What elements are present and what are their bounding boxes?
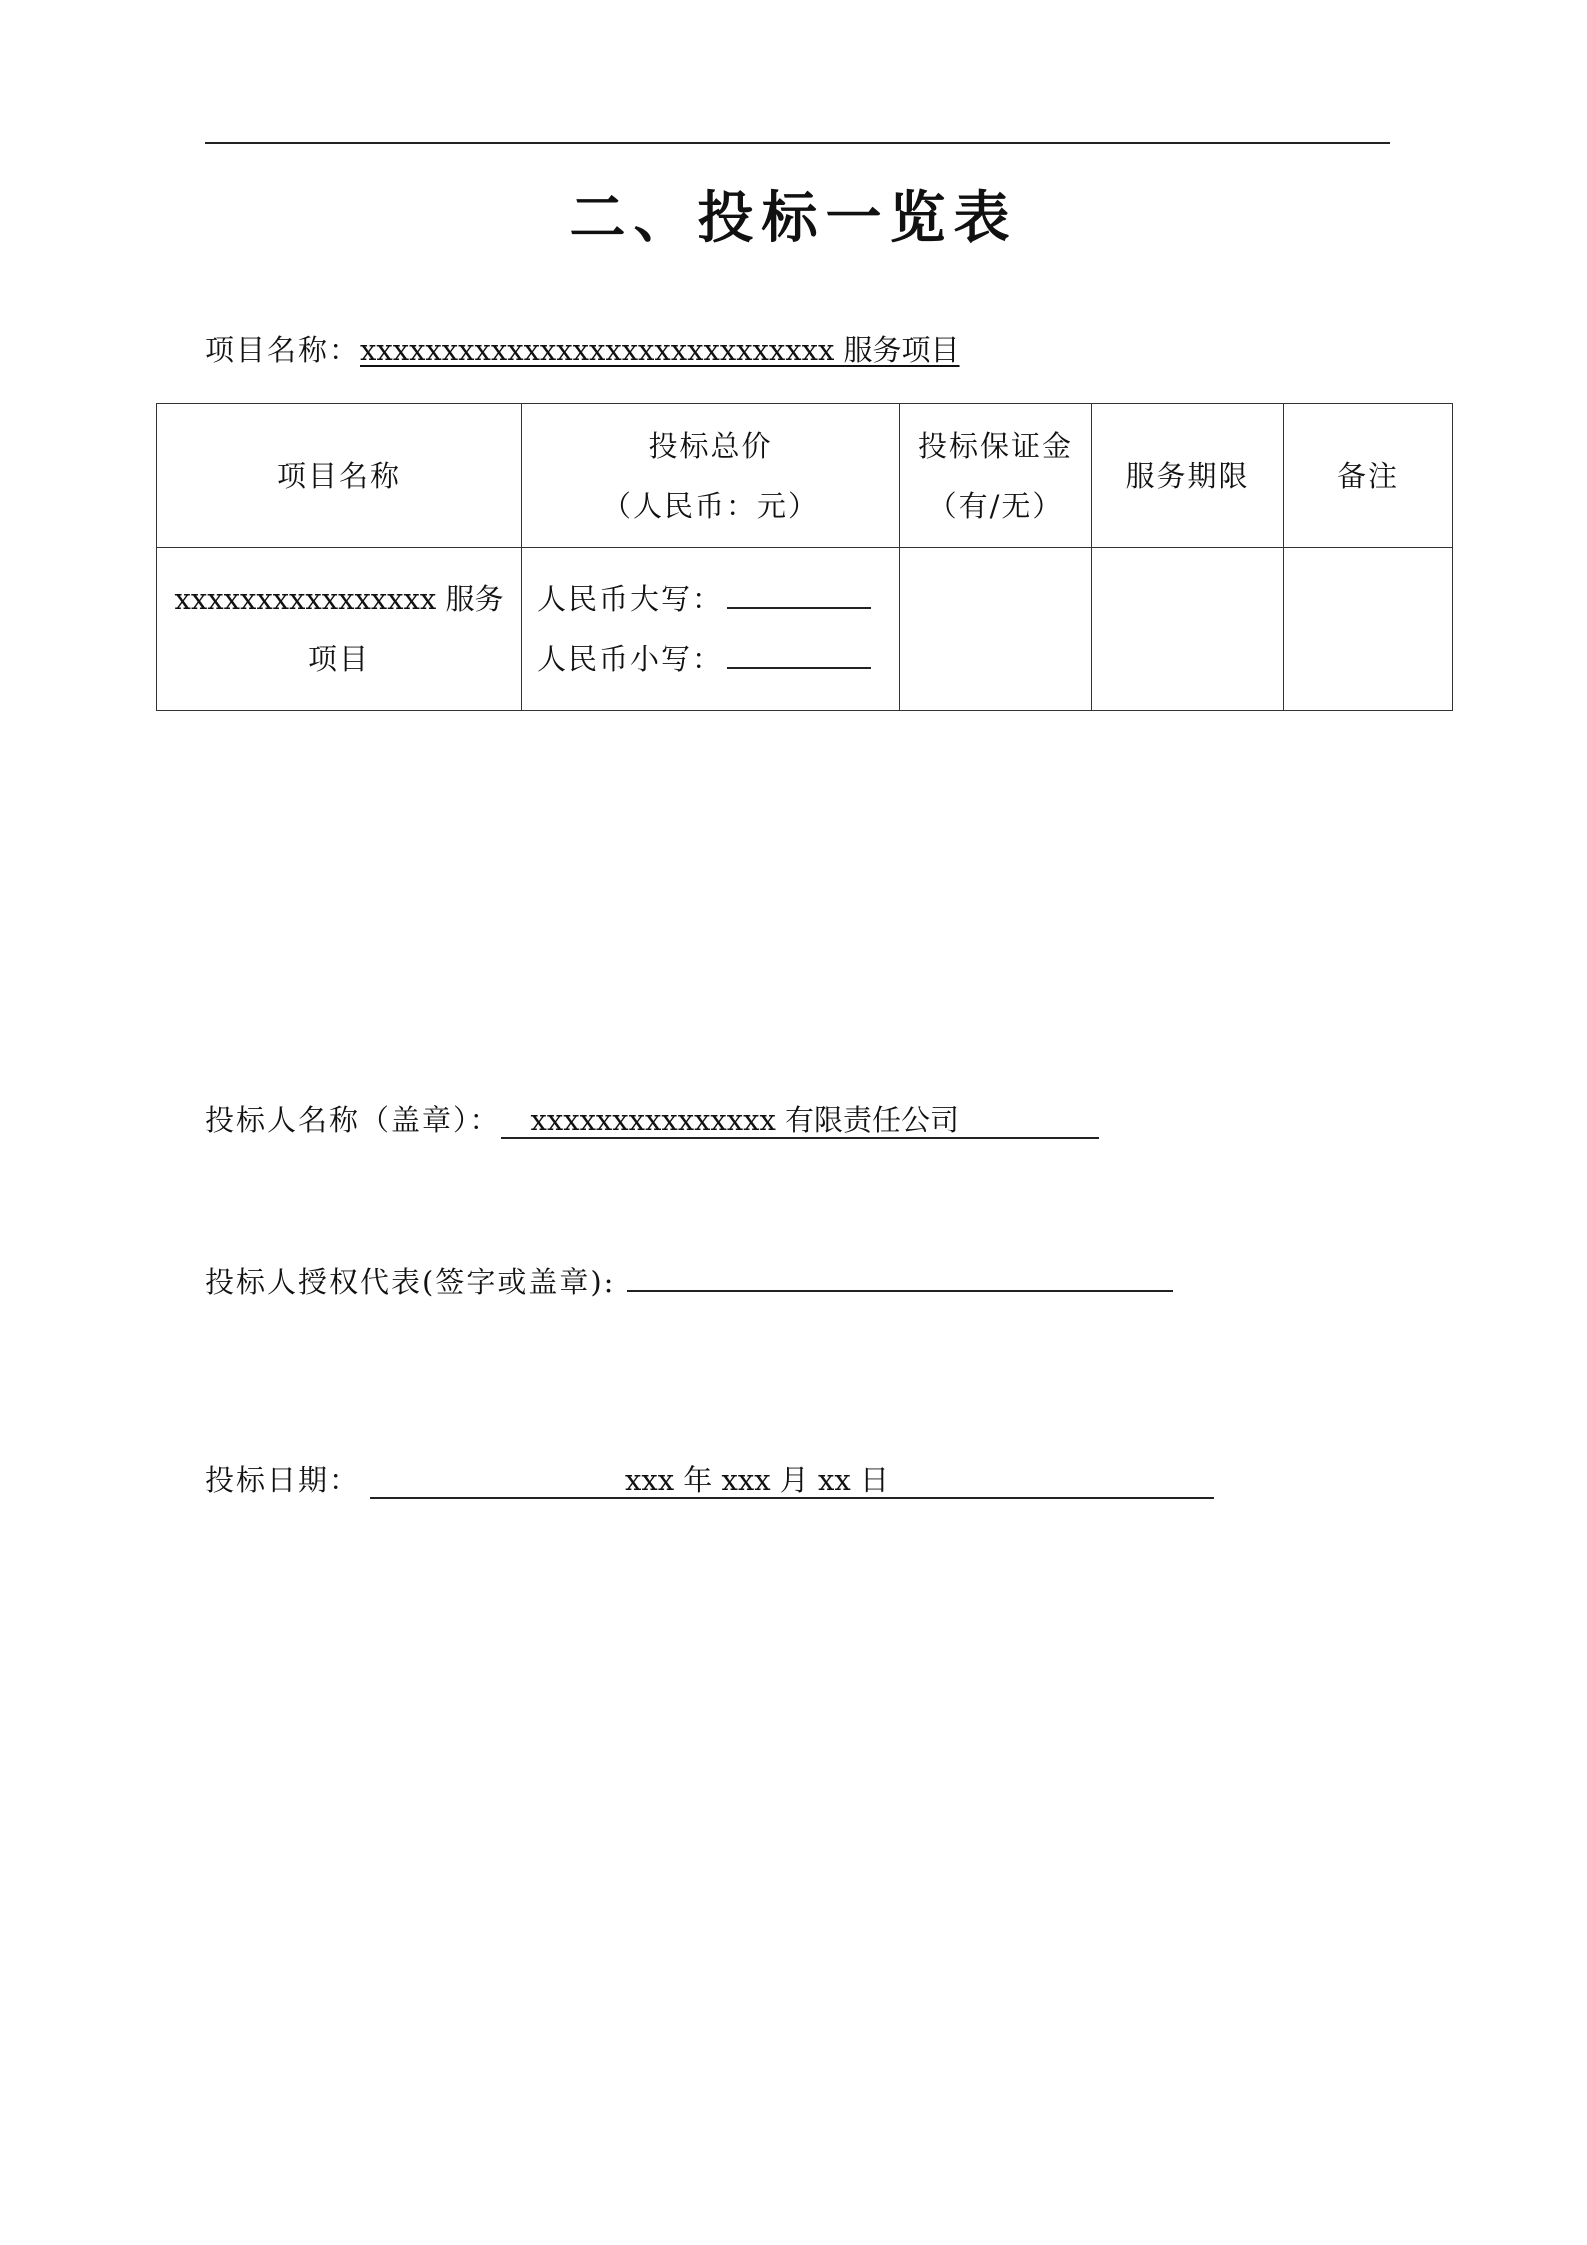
- cell-service-period[interactable]: [1092, 548, 1284, 711]
- bid-summary-table: [156, 403, 1453, 711]
- cell-remarks[interactable]: [1284, 548, 1453, 711]
- project-name-value: xxxxxxxxxxxxxxxxxxxxxxxxxxxxx 服务项目: [360, 333, 960, 367]
- header-service-period: 服务期限: [1092, 404, 1284, 548]
- representative-line: [205, 1256, 1173, 1302]
- header-rule: [205, 142, 1390, 144]
- project-name-line: [205, 330, 960, 370]
- cell-project-name: [157, 548, 522, 711]
- price-upper-field[interactable]: [727, 579, 871, 609]
- header-total-price: [522, 404, 900, 548]
- header-deposit: [900, 404, 1092, 548]
- bidder-name-label: 投标人名称（盖章）：: [205, 1103, 501, 1137]
- cell-project-name-line1: xxxxxxxxxxxxxxxx 服务: [174, 582, 504, 616]
- cell-total-price: [522, 548, 900, 711]
- header-deposit-line1: 投标保证金: [917, 428, 1073, 463]
- bid-date-field[interactable]: [370, 1463, 1214, 1499]
- bid-date-line: [205, 1460, 1214, 1500]
- price-lower-field[interactable]: [727, 639, 871, 669]
- header-total-price-line1: 投标总价: [648, 428, 773, 463]
- header-remarks: 备注: [1284, 404, 1453, 548]
- price-lower-line: [537, 629, 899, 689]
- bid-date-value: xxx 年 xxx 月 xx 日: [625, 1463, 889, 1497]
- price-upper-line: [537, 569, 899, 629]
- header-deposit-line2: （有/无）: [927, 488, 1064, 523]
- price-upper-label: 人民币大写：: [537, 582, 724, 616]
- header-total-price-line2: （人民币：元）: [601, 488, 819, 523]
- bid-date-label: 投标日期：: [205, 1463, 361, 1497]
- bidder-name-line: [205, 1100, 1099, 1140]
- bidder-name-value: xxxxxxxxxxxxxxx 有限责任公司: [530, 1103, 960, 1137]
- project-name-label: 项目名称：: [205, 333, 361, 367]
- price-lower-label: 人民币小写：: [537, 642, 724, 676]
- bidder-name-field[interactable]: [501, 1103, 1099, 1139]
- representative-signature-field[interactable]: [627, 1256, 1173, 1292]
- table-header-row: [157, 404, 1453, 548]
- header-project-name: 项目名称: [157, 404, 522, 548]
- cell-project-name-line2: 项目: [307, 642, 370, 676]
- representative-label: 投标人授权代表(签字或盖章):: [205, 1265, 616, 1299]
- page-title: 二、投标一览表: [569, 185, 1018, 251]
- cell-deposit[interactable]: [900, 548, 1092, 711]
- table-row: [157, 548, 1453, 711]
